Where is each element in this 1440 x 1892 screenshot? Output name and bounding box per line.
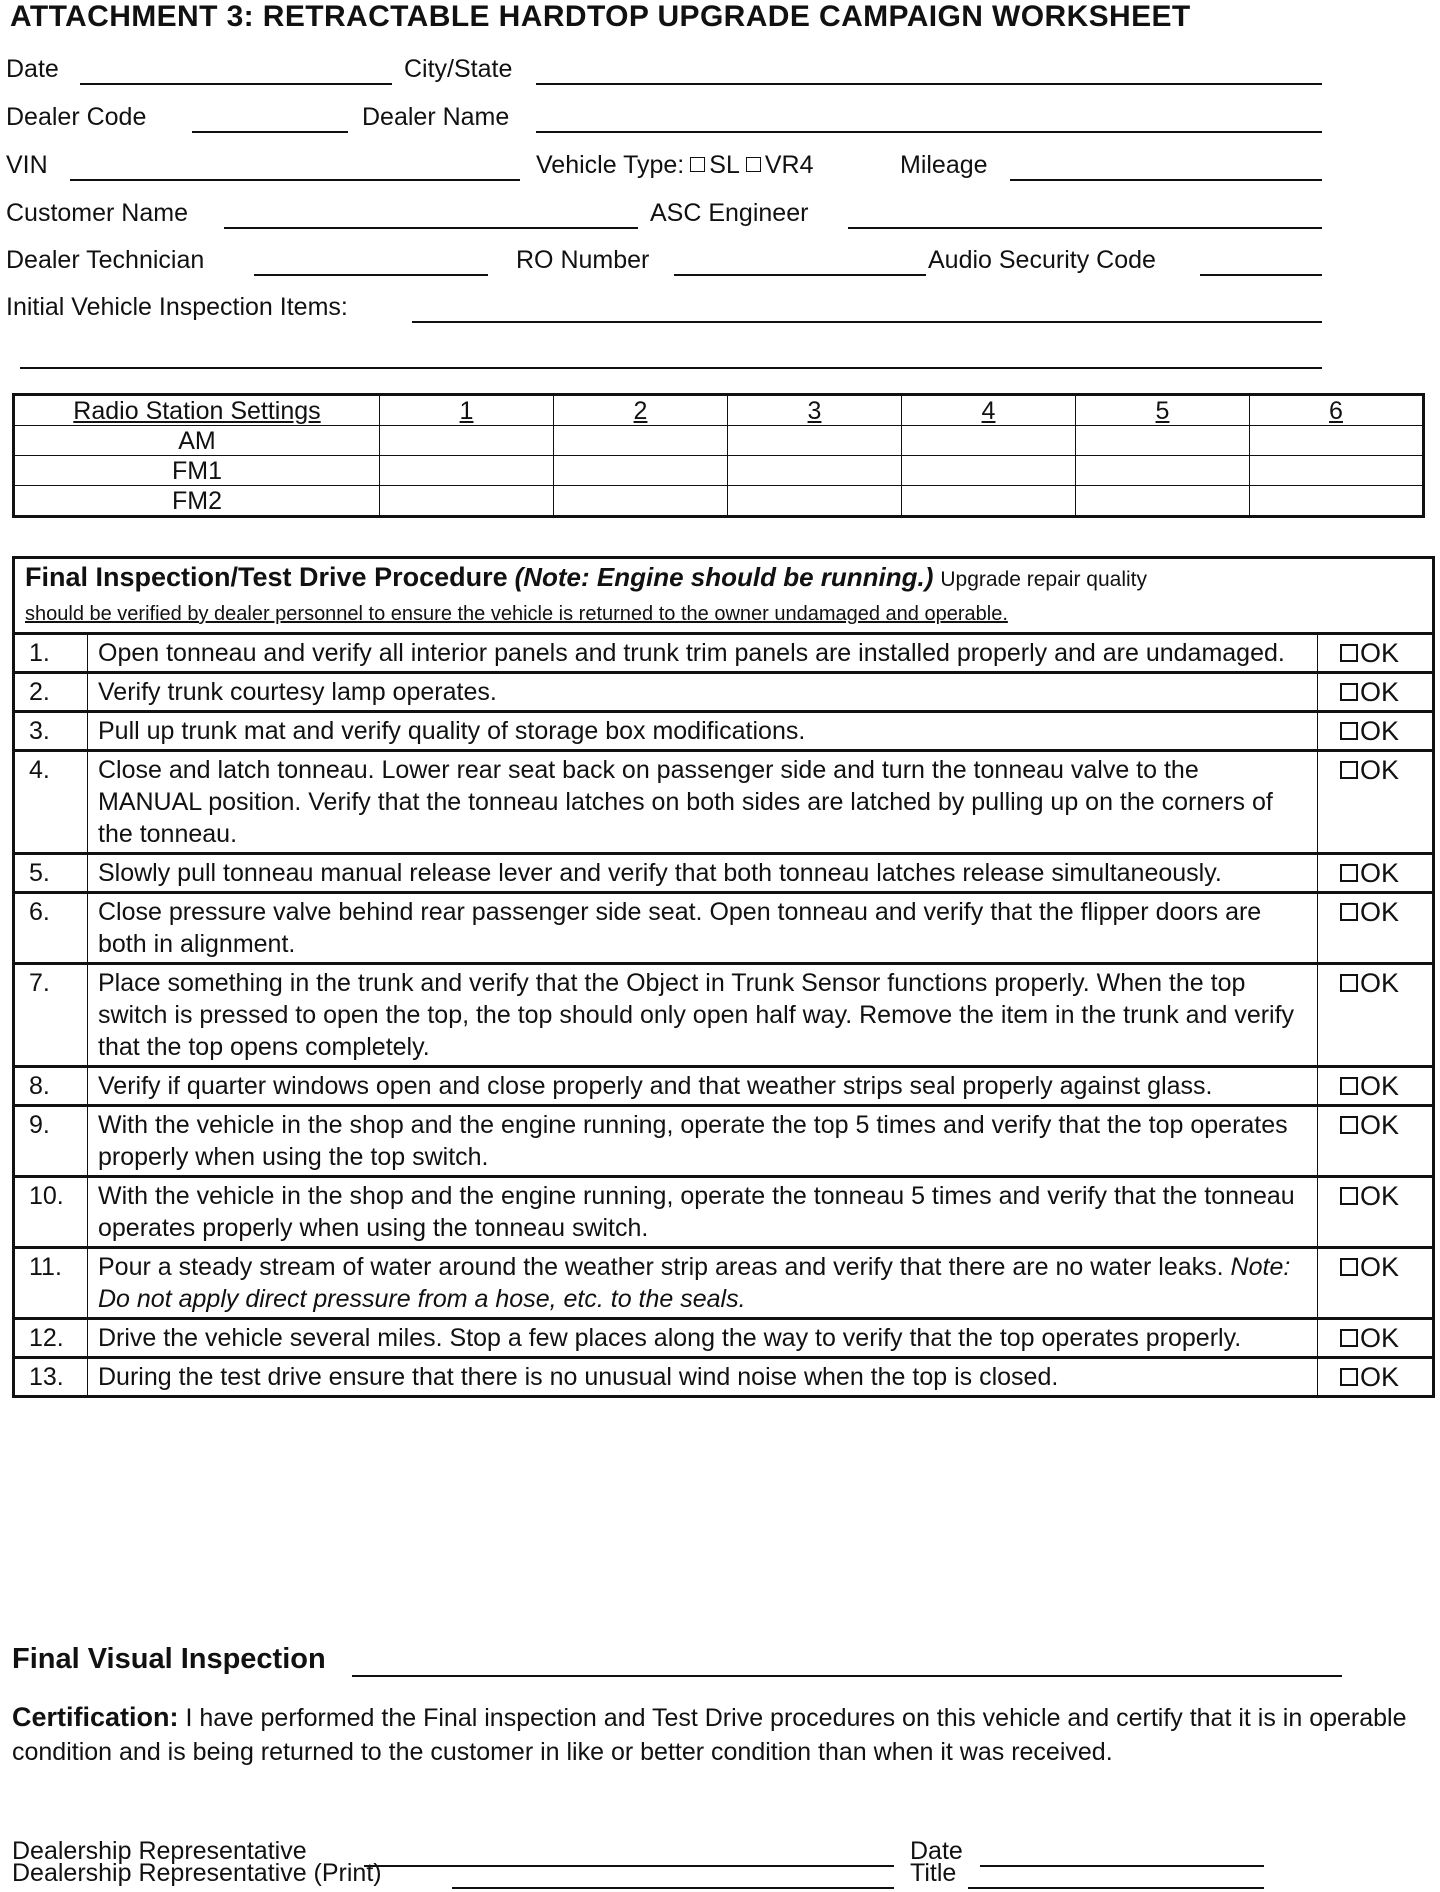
initial-inspection-label: Initial Vehicle Inspection Items: [6, 293, 348, 321]
radio-header-row [14, 395, 1424, 426]
procedure-note: (Note: Engine should be running.) [514, 562, 934, 592]
radio-cell[interactable] [1250, 426, 1424, 456]
ok-checkbox[interactable] [1318, 854, 1434, 893]
final-visual-inspection-label: Final Visual Inspection [12, 1643, 326, 1675]
page-title: ATTACHMENT 3: RETRACTABLE HARDTOP UPGRADE CAMPAIGN WORKSHEET [10, 0, 1191, 33]
initial-inspection-field-2[interactable] [20, 367, 1322, 369]
checkbox-icon [1340, 722, 1358, 740]
radio-cell[interactable] [728, 486, 902, 517]
step-text-with-note [88, 1248, 1318, 1319]
step-text: Pull up trunk mat and verify quality of storage box modifications. [88, 712, 1318, 751]
radio-cell[interactable] [902, 426, 1076, 456]
date-field[interactable] [80, 83, 392, 85]
ok-checkbox[interactable] [1318, 893, 1434, 964]
title-field[interactable] [968, 1887, 1264, 1889]
step-text: With the vehicle in the shop and the engine running, operate the top 5 times and verify that the top operates properly when using the top switch. [88, 1106, 1318, 1177]
ro-number-field[interactable] [674, 274, 926, 276]
radio-cell[interactable] [554, 456, 728, 486]
step-number: 3. [14, 712, 88, 751]
step-text: Place something in the trunk and verify that the Object in Trunk Sensor functions properly. When the top switch is pressed to open the top, the top should only open half way. Remove the item in the trunk and verify that the top opens completely. [88, 964, 1318, 1067]
ok-label: OK [1360, 1323, 1400, 1353]
radio-cell[interactable] [554, 426, 728, 456]
ok-label: OK [1360, 1181, 1400, 1211]
procedure-step-row [14, 673, 1434, 712]
step-number: 8. [14, 1067, 88, 1106]
date-label: Date [6, 55, 59, 83]
ro-number-label: RO Number [516, 246, 650, 274]
ok-label: OK [1360, 968, 1400, 998]
procedure-intro-b: should be verified by dealer personnel to ensure the vehicle is returned to the owner undamaged and operable. [25, 603, 1008, 625]
radio-col-3: 3 [728, 395, 902, 426]
step-text: Open tonneau and verify all interior panels and trunk trim panels are installed properly and are undamaged. [88, 634, 1318, 673]
ok-checkbox[interactable] [1318, 1319, 1434, 1358]
radio-settings-table [12, 393, 1425, 518]
step-number: 13. [14, 1358, 88, 1397]
step-text: During the test drive ensure that there is no unusual wind noise when the top is closed. [88, 1358, 1318, 1397]
radio-cell[interactable] [902, 486, 1076, 517]
audio-security-code-field[interactable] [1200, 274, 1322, 276]
step-text: With the vehicle in the shop and the engine running, operate the tonneau 5 times and verify that the tonneau operates properly when using the tonneau switch. [88, 1177, 1318, 1248]
dealer-code-label: Dealer Code [6, 103, 147, 131]
procedure-step-row [14, 1248, 1434, 1319]
radio-cell[interactable] [380, 486, 554, 517]
certification-block [12, 1700, 1422, 1769]
form-row-date [0, 52, 1440, 86]
checkbox-icon [1340, 761, 1358, 779]
radio-row-label: FM2 [14, 486, 380, 517]
procedure-header [14, 558, 1434, 634]
radio-cell[interactable] [728, 426, 902, 456]
sl-label: SL [709, 151, 740, 179]
asc-engineer-field[interactable] [848, 227, 1322, 229]
step-number: 10. [14, 1177, 88, 1248]
procedure-step-row [14, 751, 1434, 854]
step-number: 5. [14, 854, 88, 893]
procedure-step-row [14, 1067, 1434, 1106]
ok-checkbox[interactable] [1318, 673, 1434, 712]
date-sign-label: Date [910, 1837, 963, 1865]
radio-row-fm2 [14, 486, 1424, 517]
vr4-label: VR4 [764, 151, 814, 179]
title-label: Title [910, 1859, 957, 1887]
form-row-vin [0, 148, 1440, 182]
step-text: Verify if quarter windows open and close properly and that weather strips seal properly against glass. [88, 1067, 1318, 1106]
checkbox-icon [1340, 1187, 1358, 1205]
radio-row-label: FM1 [14, 456, 380, 486]
ok-checkbox[interactable] [1318, 1106, 1434, 1177]
checkbox-icon [1340, 1116, 1358, 1134]
step-text: Pour a steady stream of water around the weather strip areas and verify that there are no water leaks. [98, 1253, 1224, 1281]
procedure-step-row [14, 712, 1434, 751]
customer-name-field[interactable] [224, 227, 638, 229]
dealer-name-label: Dealer Name [362, 103, 510, 131]
checkbox-icon [1340, 1258, 1358, 1276]
initial-inspection-field[interactable] [412, 321, 1322, 323]
radio-cell[interactable] [1250, 456, 1424, 486]
ok-checkbox[interactable] [1318, 964, 1434, 1067]
step-number: 1. [14, 634, 88, 673]
radio-cell[interactable] [1076, 486, 1250, 517]
form-row-dealer [0, 100, 1440, 134]
dealer-technician-field[interactable] [254, 274, 488, 276]
checkbox-icon [1340, 974, 1358, 992]
radio-col-1: 1 [380, 395, 554, 426]
ok-checkbox[interactable] [1318, 1358, 1434, 1397]
asc-engineer-label: ASC Engineer [650, 199, 809, 227]
sl-checkbox[interactable] [690, 157, 705, 172]
ok-checkbox[interactable] [1318, 712, 1434, 751]
vehicle-type-group [536, 148, 814, 182]
ok-label: OK [1360, 1071, 1400, 1101]
procedure-header-row [14, 558, 1434, 634]
procedure-intro-a: Upgrade repair quality [940, 568, 1147, 591]
ok-label: OK [1360, 1362, 1400, 1392]
procedure-step-row [14, 893, 1434, 964]
procedure-step-row [14, 634, 1434, 673]
step-number: 11. [14, 1248, 88, 1319]
radio-cell[interactable] [728, 456, 902, 486]
step-text: Verify trunk courtesy lamp operates. [88, 673, 1318, 712]
form-row-initial-inspection-2 [0, 336, 1440, 370]
checkbox-icon [1340, 1329, 1358, 1347]
vr4-checkbox[interactable] [746, 157, 761, 172]
ok-checkbox[interactable] [1318, 1177, 1434, 1248]
radio-cell[interactable] [554, 486, 728, 517]
ok-label: OK [1360, 858, 1400, 888]
dealer-code-field[interactable] [192, 131, 348, 133]
ok-label: OK [1360, 1252, 1400, 1282]
form-row-technician [0, 243, 1440, 277]
ok-checkbox[interactable] [1318, 634, 1434, 673]
step-text: Drive the vehicle several miles. Stop a few places along the way to verify that the top operates properly. [88, 1319, 1318, 1358]
checkbox-icon [1340, 683, 1358, 701]
procedure-step-row [14, 1358, 1434, 1397]
step-text: Close pressure valve behind rear passenger side seat. Open tonneau and verify that the flipper doors are both in alignment. [88, 893, 1318, 964]
ok-label: OK [1360, 897, 1400, 927]
radio-col-4: 4 [902, 395, 1076, 426]
radio-col-5: 5 [1076, 395, 1250, 426]
ok-label: OK [1360, 638, 1400, 668]
ok-label: OK [1360, 755, 1400, 785]
step-number: 7. [14, 964, 88, 1067]
procedure-step-row [14, 1177, 1434, 1248]
mileage-field[interactable] [1010, 179, 1322, 181]
checkbox-icon [1340, 1077, 1358, 1095]
checkbox-icon [1340, 644, 1358, 662]
radio-cell[interactable] [1076, 456, 1250, 486]
radio-cell[interactable] [902, 456, 1076, 486]
step-text: Slowly pull tonneau manual release lever and verify that both tonneau latches release simultaneously. [88, 854, 1318, 893]
rep-print-field[interactable] [452, 1887, 894, 1889]
checkbox-icon [1340, 864, 1358, 882]
step-number: 2. [14, 673, 88, 712]
ok-label: OK [1360, 1110, 1400, 1140]
vin-field[interactable] [70, 179, 520, 181]
vin-label: VIN [6, 151, 48, 179]
ok-label: OK [1360, 716, 1400, 746]
customer-name-label: Customer Name [6, 199, 188, 227]
step-text: Close and latch tonneau. Lower rear seat back on passenger side and turn the tonneau valve to the MANUAL position. Verify that the tonneau latches on both sides are latched by pulling up on the corners of the tonneau. [88, 751, 1318, 854]
procedure-step-row [14, 1106, 1434, 1177]
radio-cell[interactable] [380, 456, 554, 486]
radio-row-fm1 [14, 456, 1424, 486]
radio-cell[interactable] [1250, 486, 1424, 517]
step-note: Note: Do not apply direct pressure from a hose, etc. to the seals. [98, 1253, 1291, 1313]
radio-col-6: 6 [1250, 395, 1424, 426]
radio-row-am [14, 426, 1424, 456]
radio-cell[interactable] [1076, 426, 1250, 456]
checkbox-icon [1340, 1368, 1358, 1386]
city-state-label: City/State [404, 55, 513, 83]
audio-security-code-label: Audio Security Code [928, 246, 1156, 274]
rep-print-label: Dealership Representative (Print) [12, 1859, 382, 1887]
final-visual-inspection-field[interactable] [352, 1675, 1342, 1677]
ok-label: OK [1360, 677, 1400, 707]
step-number: 4. [14, 751, 88, 854]
city-state-field[interactable] [536, 83, 1322, 85]
step-number: 9. [14, 1106, 88, 1177]
ok-checkbox[interactable] [1318, 751, 1434, 854]
step-number: 12. [14, 1319, 88, 1358]
vehicle-type-label: Vehicle Type: [536, 151, 685, 179]
radio-cell[interactable] [380, 426, 554, 456]
dealer-name-field[interactable] [536, 131, 1322, 133]
procedure-step-row [14, 1319, 1434, 1358]
form-row-initial-inspection [0, 290, 1440, 324]
procedure-step-row [14, 854, 1434, 893]
radio-header-label: Radio Station Settings [14, 395, 380, 426]
mileage-label: Mileage [900, 151, 988, 179]
certification-label: Certification: [12, 1702, 179, 1732]
radio-row-label: AM [14, 426, 380, 456]
ok-checkbox[interactable] [1318, 1067, 1434, 1106]
rep-label: Dealership Representative [12, 1837, 307, 1865]
certification-text: I have performed the Final inspection and Test Drive procedures on this vehicle and certify that it is in operable condition and is being returned to the customer in like or better condition than when it was received. [12, 1704, 1407, 1766]
step-number: 6. [14, 893, 88, 964]
form-row-customer [0, 196, 1440, 230]
procedure-table [12, 556, 1435, 1398]
signature-print-row [0, 1856, 1440, 1890]
radio-col-2: 2 [554, 395, 728, 426]
dealer-technician-label: Dealer Technician [6, 246, 205, 274]
ok-checkbox[interactable] [1318, 1248, 1434, 1319]
procedure-heading: Final Inspection/Test Drive Procedure [25, 562, 508, 592]
procedure-step-row [14, 964, 1434, 1067]
checkbox-icon [1340, 903, 1358, 921]
